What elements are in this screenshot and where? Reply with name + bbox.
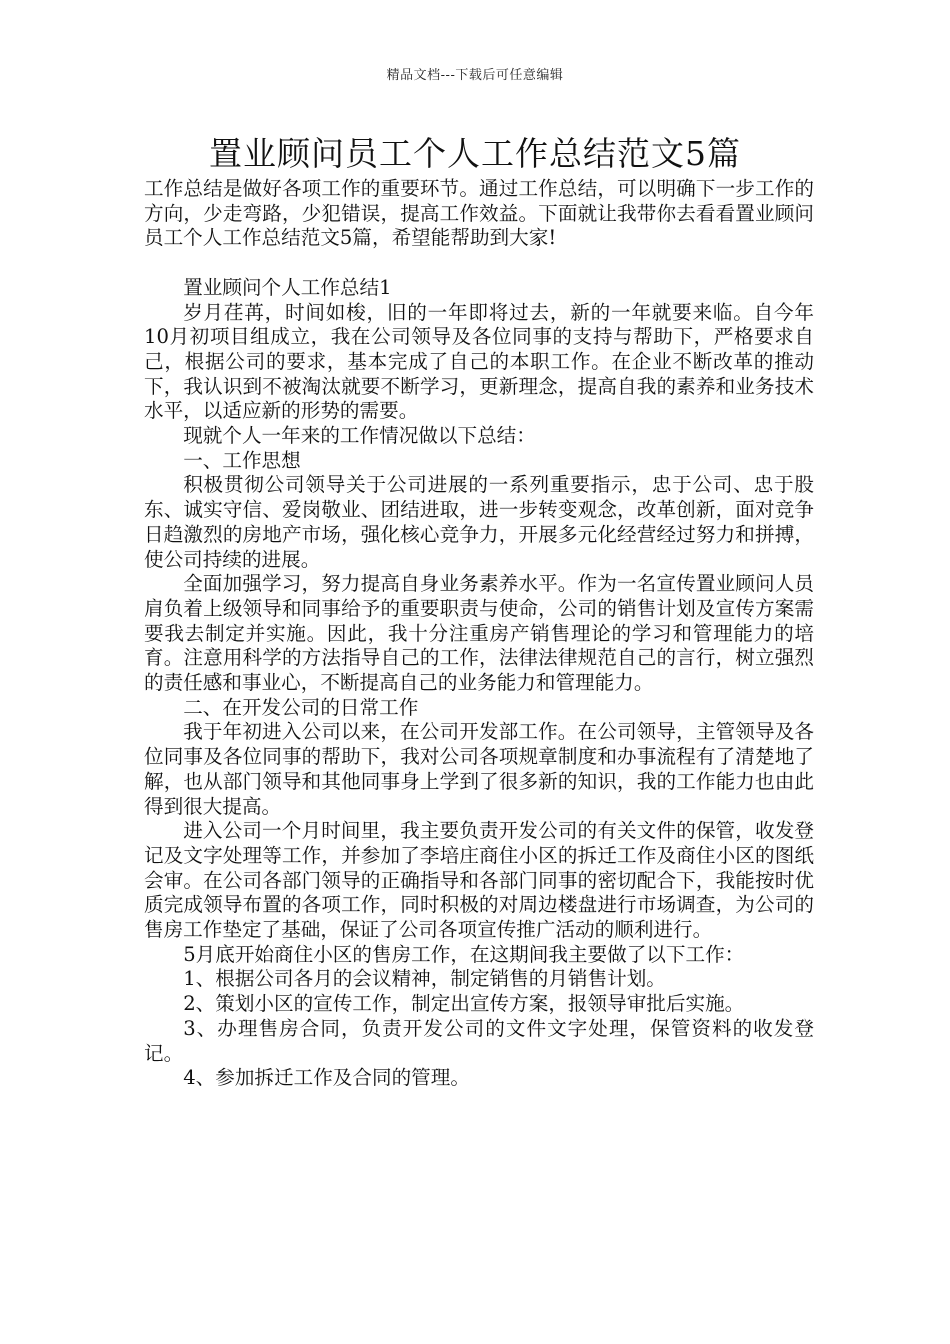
document-body (144, 177, 814, 1091)
body-paragraph: 进入公司一个月时间里，我主要负责开发公司的有关文件的保管，收发登记及文字处理等工作，并参加了李培庄商住小区的拆迁工作及商住小区的图纸会审。在公司各部门领导的正确指导和各部门同事的密切配合下，我能按时优质完成领导布置的各项工作，同时积极的对周边楼盘进行市场调查，为公司的售房工作垫定了基础，保证了公司各项宣传推广活动的顺利进行。 (144, 819, 814, 942)
body-paragraph: 我于年初进入公司以来，在公司开发部工作。在公司领导，主管领导及各位同事及各位同事的帮助下，我对公司各项规章制度和办事流程有了清楚地了解，也从部门领导和其他同事身上学到了很多新的知识，我的工作能力也由此得到很大提高。 (144, 720, 814, 818)
body-paragraph: 全面加强学习，努力提高自身业务素养水平。作为一名宣传置业顾问人员肩负着上级领导和同事给予的重要职责与使命，公司的销售计划及宣传方案需要我去制定并实施。因此，我十分注重房产销售理论的学习和管理能力的培育。注意用科学的方法指导自己的工作，法律法律规范自己的言行，树立强烈的责任感和事业心，不断提高自己的业务能力和管理能力。 (144, 572, 814, 695)
list-item: 2、策划小区的宣传工作，制定出宣传方案，报领导审批后实施。 (183, 992, 745, 1016)
section-heading: 置业顾问个人工作总结1 (183, 275, 392, 299)
body-paragraph: 积极贯彻公司领导关于公司进展的一系列重要指示，忠于公司、忠于股东、诚实守信、爱岗敬业、团结进取，进一步转变观念，改革创新，面对竞争日趋激烈的房地产市场，强化核心竞争力，开展多元化经营经过努力和拼搏，使公司持续的进展。 (144, 473, 814, 571)
subheading: 一、工作思想 (183, 448, 301, 472)
header-note: 精品文档---下载后可任意编辑 (386, 68, 564, 83)
document-title: 置业顾问员工个人工作总结范文5篇 (209, 134, 741, 173)
body-paragraph: 岁月荏苒，时间如梭，旧的一年即将过去，新的一年就要来临。自今年10月初项目组成立，我在公司领导及各位同事的支持与帮助下，严格要求自己，根据公司的要求，基本完成了自己的本职工作。在企业不断改革的推动下，我认识到不被淘汰就要不断学习，更新理念，提高自我的素养和业务技术水平，以适应新的形势的需要。 (144, 300, 814, 423)
body-paragraph: 5月底开始商住小区的售房工作，在这期间我主要做了以下工作： (183, 942, 745, 966)
blank-line (144, 251, 814, 276)
subheading: 二、在开发公司的日常工作 (183, 695, 419, 719)
list-item: 1、根据公司各月的会议精神，制定销售的月销售计划。 (183, 967, 666, 991)
intro-paragraph: 工作总结是做好各项工作的重要环节。通过工作总结，可以明确下一步工作的方向，少走弯路，少犯错误，提高工作效益。下面就让我带你去看看置业顾问员工个人工作总结范文5篇，希望能帮助到大家! (144, 177, 814, 250)
list-item: 3、办理售房合同，负责开发公司的文件文字处理，保管资料的收发登记。 (144, 1016, 814, 1065)
list-item: 4、参加拆迁工作及合同的管理。 (183, 1066, 470, 1090)
body-paragraph: 现就个人一年来的工作情况做以下总结： (183, 424, 536, 448)
